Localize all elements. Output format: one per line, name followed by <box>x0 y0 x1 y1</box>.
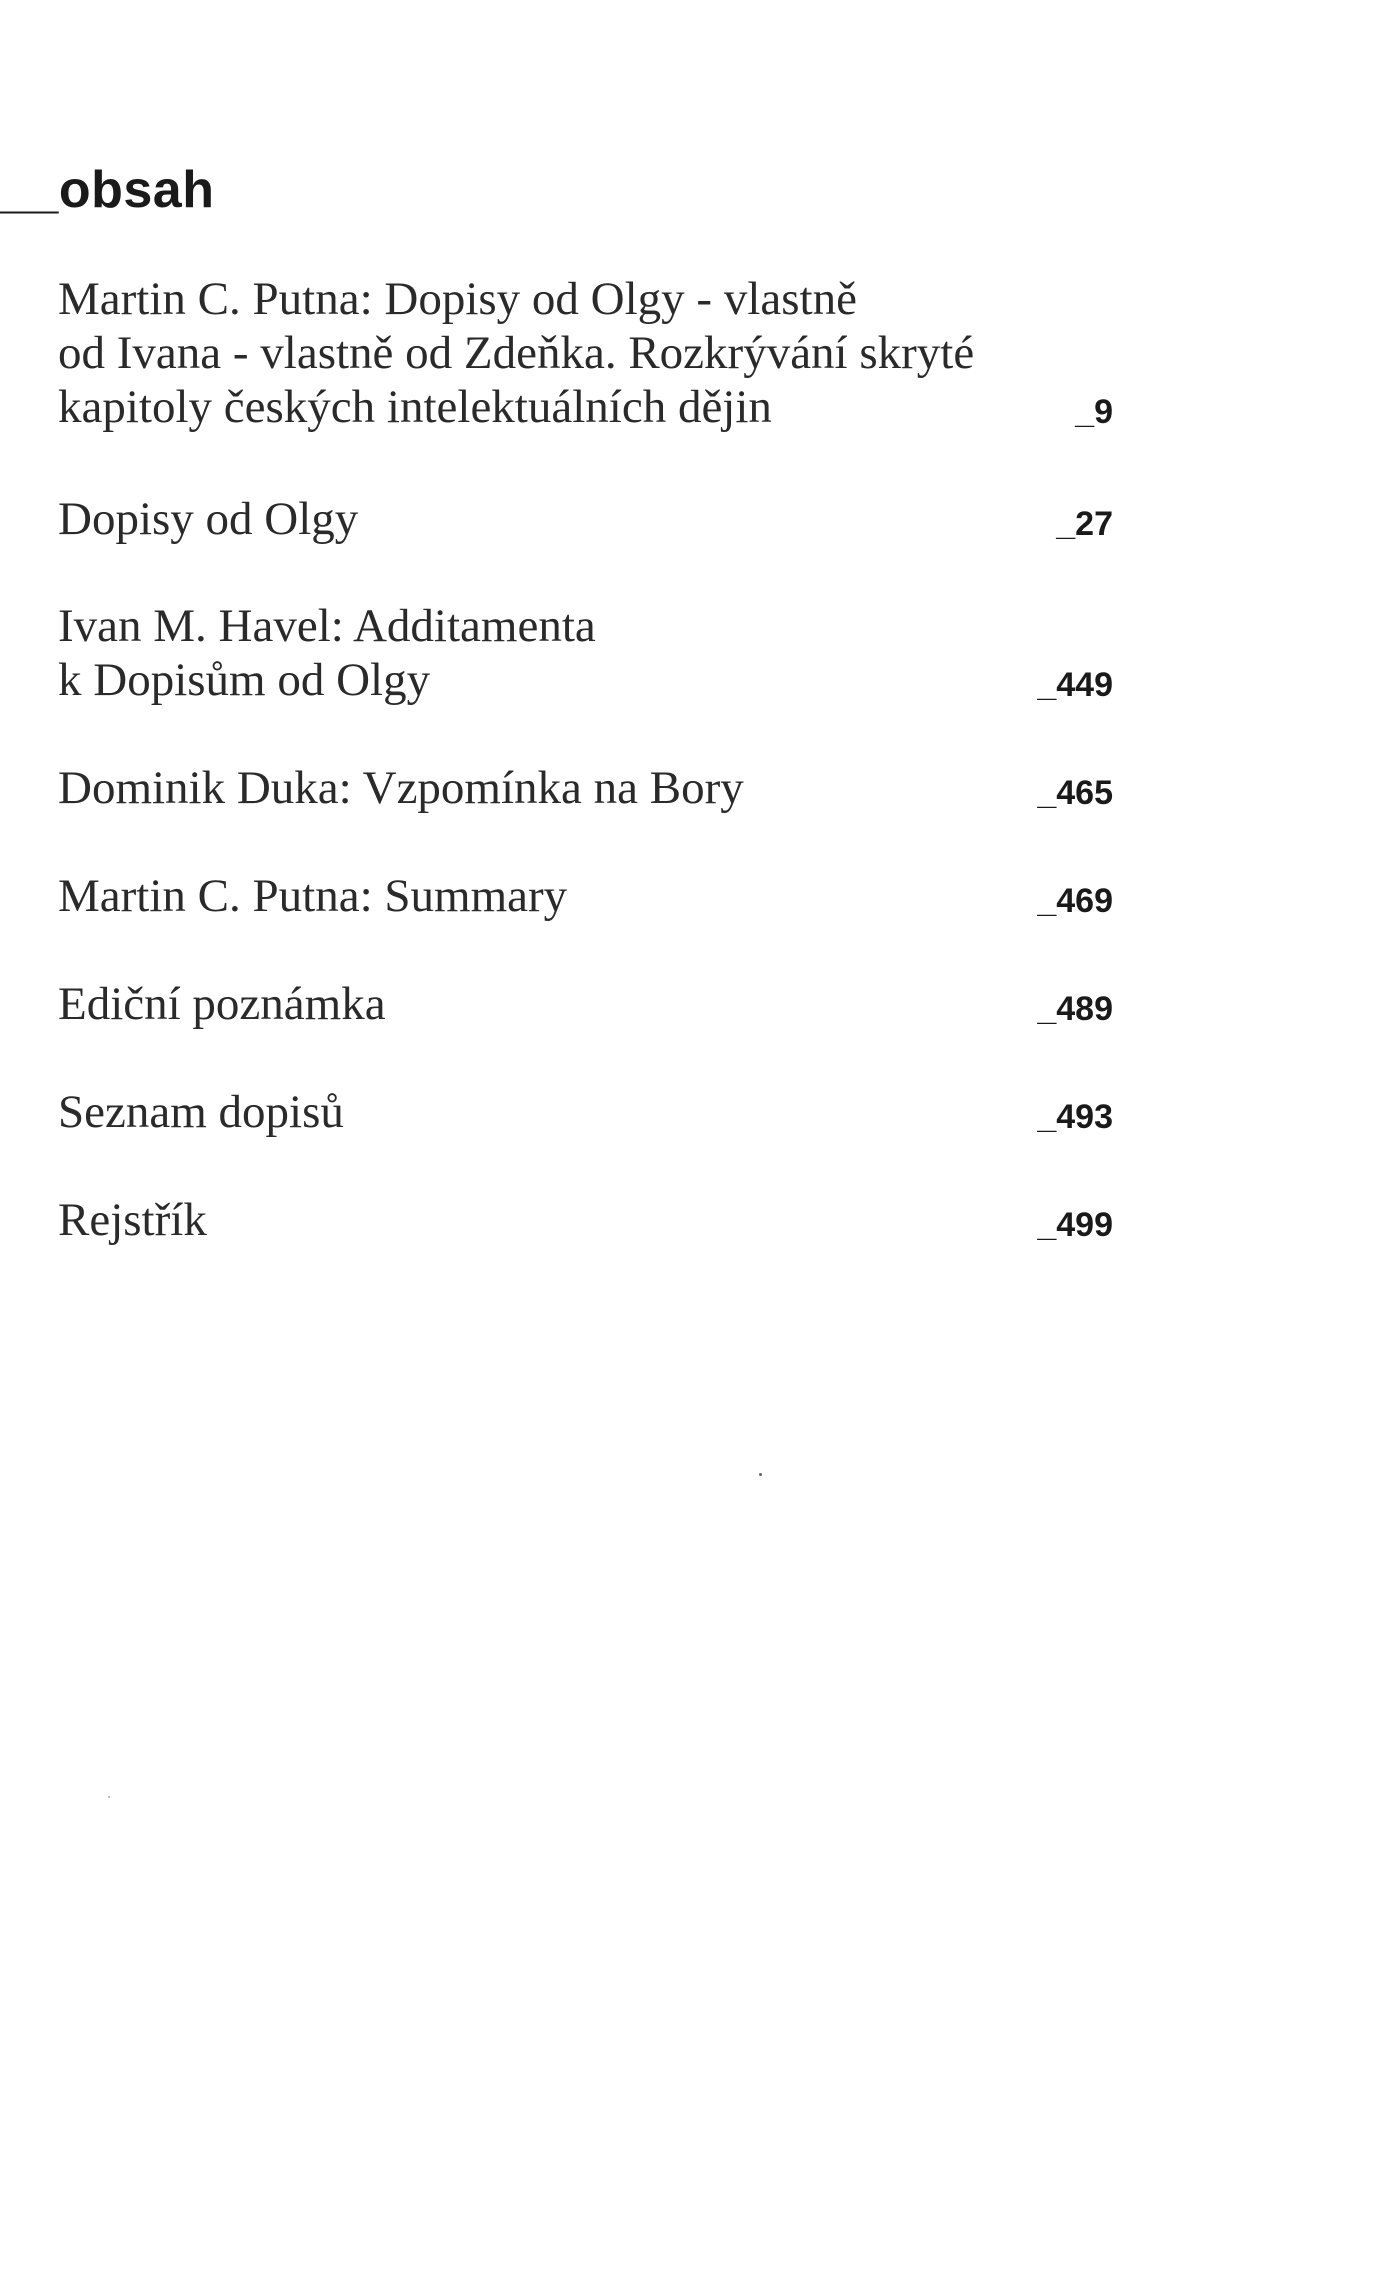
toc-entry-title <box>58 977 1018 1031</box>
toc-entry-title-line: Ediční poznámka <box>58 978 386 1030</box>
toc-entry-title <box>58 761 1018 815</box>
toc-entry-title-line: Ivan M. Havel: Additamenta <box>58 600 596 652</box>
scan-speck <box>759 1473 762 1476</box>
toc-entry-dopisy-od-olgy <box>58 492 1113 546</box>
toc-entry-title-line: kapitoly českých intelektuálních dějin <box>58 381 772 433</box>
toc-entry-rejstrik <box>58 1193 1113 1247</box>
toc-entry-title-line: Dopisy od Olgy <box>58 493 359 545</box>
toc-entry-duka-vzpominka <box>58 761 1113 815</box>
toc-entry-title <box>58 1085 1018 1139</box>
toc-entry-title-line: od Ivana - vlastně od Zdeňka. Rozkrývání skryté <box>58 327 975 379</box>
toc-entry-putna-summary <box>58 869 1113 923</box>
toc-entry-title-line: Seznam dopisů <box>58 1086 344 1138</box>
toc-entry-title <box>58 272 1018 434</box>
toc-entry-edicni-poznamka <box>58 977 1113 1031</box>
toc-entry-putna-dopisy <box>58 272 1113 434</box>
scan-speck <box>108 1796 110 1798</box>
toc-entry-title <box>58 869 1018 923</box>
toc-entry-page-number: _9 <box>1075 393 1113 431</box>
toc-entry-havel-additamenta <box>58 599 1113 707</box>
toc-entry-page-number: _489 <box>1037 990 1113 1028</box>
toc-entry-page-number: _493 <box>1037 1098 1113 1136</box>
toc-entry-title <box>58 492 1018 546</box>
toc-entry-page-number: _465 <box>1037 774 1113 812</box>
toc-entry-title-line: Dominik Duka: Vzpomínka na Bory <box>58 762 744 814</box>
toc-entry-title <box>58 1193 1018 1247</box>
toc-entry-title-line: Rejstřík <box>58 1194 207 1246</box>
toc-entry-page-number: _449 <box>1037 666 1113 704</box>
toc-entry-page-number: _27 <box>1056 505 1113 543</box>
toc-entry-page-number: _499 <box>1037 1206 1113 1244</box>
toc-entry-page-number: _469 <box>1037 882 1113 920</box>
toc-entry-title-line: k Dopisům od Olgy <box>58 654 431 706</box>
toc-entry-title-line: Martin C. Putna: Summary <box>58 870 568 922</box>
page-title: __obsah <box>0 161 215 219</box>
toc-entry-seznam-dopisu <box>58 1085 1113 1139</box>
toc-entry-title <box>58 599 1018 707</box>
toc-entry-title-line: Martin C. Putna: Dopisy od Olgy - vlastně <box>58 273 857 325</box>
